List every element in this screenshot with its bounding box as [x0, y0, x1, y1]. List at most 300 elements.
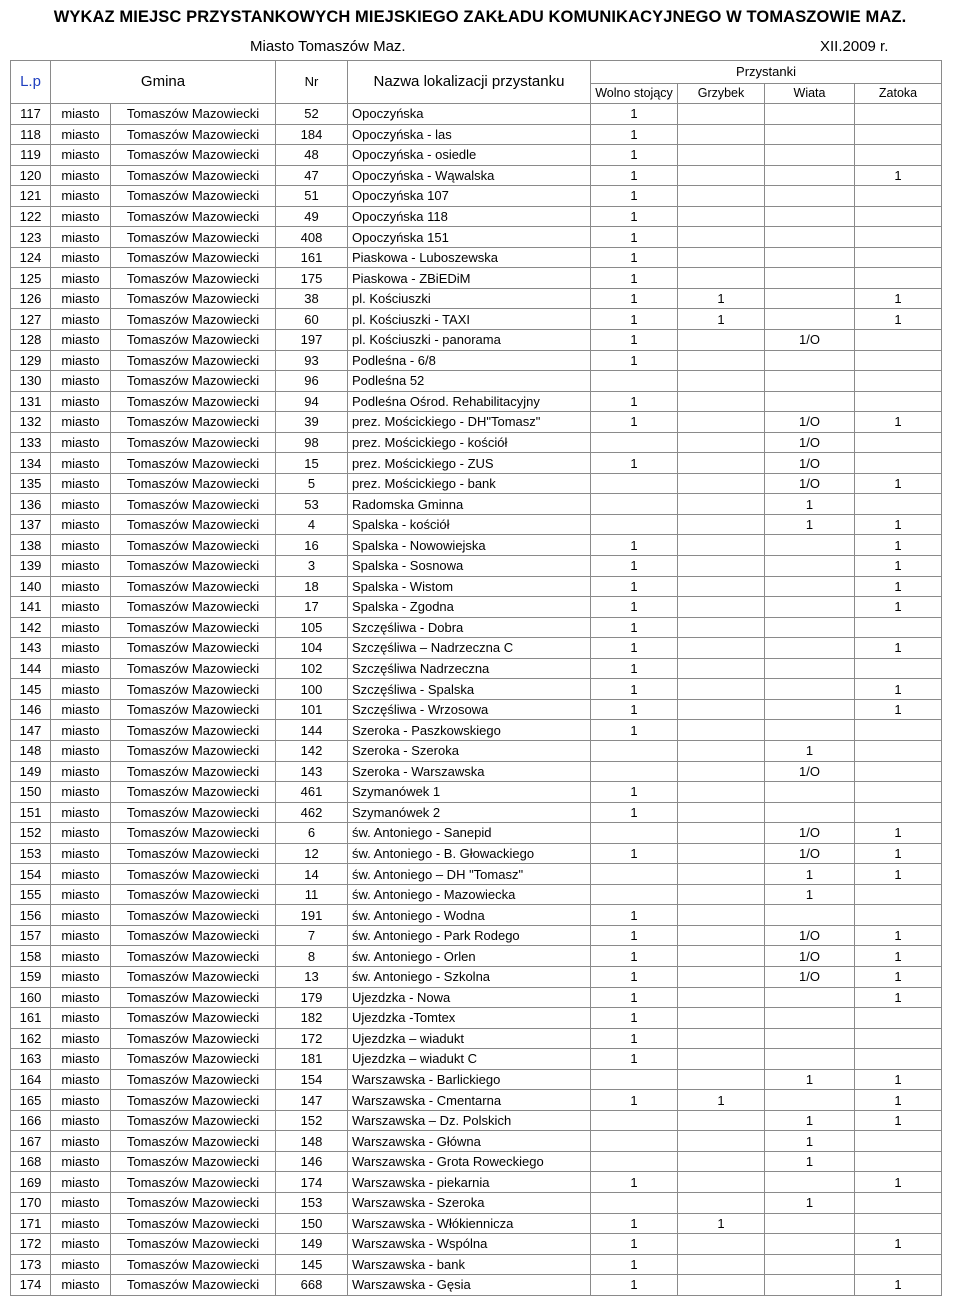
table-row	[11, 1069, 942, 1090]
cell-stop-name: św. Antoniego - Mazowiecka	[348, 884, 591, 905]
cell-zatoka	[855, 1028, 942, 1049]
table-row	[11, 247, 942, 268]
cell-wiata: 1	[765, 1192, 855, 1213]
cell-zatoka	[855, 330, 942, 351]
cell-grzybek	[678, 1069, 765, 1090]
cell-wolno-stojacy: 1	[591, 556, 678, 577]
cell-wiata	[765, 782, 855, 803]
cell-stop-name: Szczęśliwa - Wrzosowa	[348, 699, 591, 720]
cell-grzybek	[678, 1110, 765, 1131]
cell-municipality: Tomaszów Mazowiecki	[111, 761, 276, 782]
cell-municipality: Tomaszów Mazowiecki	[111, 350, 276, 371]
cell-lp: 152	[11, 823, 51, 844]
cell-wiata	[765, 1028, 855, 1049]
cell-wolno-stojacy: 1	[591, 412, 678, 433]
table-row	[11, 288, 942, 309]
cell-zatoka: 1	[855, 412, 942, 433]
cell-wiata	[765, 535, 855, 556]
cell-nr: 96	[276, 371, 348, 392]
cell-nr: 13	[276, 966, 348, 987]
cell-gmina: miasto	[51, 1172, 111, 1193]
cell-nr: 145	[276, 1254, 348, 1275]
cell-wolno-stojacy	[591, 371, 678, 392]
cell-gmina: miasto	[51, 679, 111, 700]
cell-gmina: miasto	[51, 186, 111, 207]
cell-grzybek	[678, 823, 765, 844]
table-row	[11, 391, 942, 412]
cell-nr: 52	[276, 104, 348, 125]
cell-wolno-stojacy: 1	[591, 597, 678, 618]
cell-stop-name: Spalska - Nowowiejska	[348, 535, 591, 556]
cell-wolno-stojacy	[591, 1192, 678, 1213]
cell-wolno-stojacy: 1	[591, 843, 678, 864]
cell-nr: 100	[276, 679, 348, 700]
cell-gmina: miasto	[51, 617, 111, 638]
cell-zatoka	[855, 391, 942, 412]
table-row	[11, 227, 942, 248]
cell-grzybek	[678, 1192, 765, 1213]
table-row	[11, 514, 942, 535]
cell-gmina: miasto	[51, 1254, 111, 1275]
cell-grzybek	[678, 412, 765, 433]
cell-grzybek	[678, 535, 765, 556]
cell-wolno-stojacy: 1	[591, 350, 678, 371]
cell-wolno-stojacy: 1	[591, 1090, 678, 1111]
cell-zatoka	[855, 432, 942, 453]
cell-gmina: miasto	[51, 946, 111, 967]
cell-wolno-stojacy: 1	[591, 679, 678, 700]
table-row	[11, 1008, 942, 1029]
cell-stop-name: Warszawska - Cmentarna	[348, 1090, 591, 1111]
cell-stop-name: Opoczyńska	[348, 104, 591, 125]
cell-grzybek	[678, 206, 765, 227]
cell-municipality: Tomaszów Mazowiecki	[111, 740, 276, 761]
cell-gmina: miasto	[51, 699, 111, 720]
cell-municipality: Tomaszów Mazowiecki	[111, 987, 276, 1008]
cell-wiata	[765, 720, 855, 741]
cell-nr: 150	[276, 1213, 348, 1234]
cell-nr: 101	[276, 699, 348, 720]
cell-stop-name: Podleśna Ośrod. Rehabilitacyjny	[348, 391, 591, 412]
cell-grzybek	[678, 453, 765, 474]
table-row	[11, 946, 942, 967]
table-row	[11, 761, 942, 782]
cell-grzybek	[678, 740, 765, 761]
cell-municipality: Tomaszów Mazowiecki	[111, 1090, 276, 1111]
cell-municipality: Tomaszów Mazowiecki	[111, 638, 276, 659]
cell-zatoka: 1	[855, 1172, 942, 1193]
cell-wolno-stojacy: 1	[591, 946, 678, 967]
cell-zatoka	[855, 740, 942, 761]
cell-zatoka	[855, 720, 942, 741]
cell-gmina: miasto	[51, 1090, 111, 1111]
cell-grzybek	[678, 268, 765, 289]
cell-grzybek	[678, 1254, 765, 1275]
cell-wiata: 1/O	[765, 473, 855, 494]
cell-wiata	[765, 802, 855, 823]
cell-wolno-stojacy: 1	[591, 966, 678, 987]
table-row	[11, 966, 942, 987]
cell-lp: 149	[11, 761, 51, 782]
cell-wolno-stojacy: 1	[591, 1008, 678, 1029]
cell-grzybek: 1	[678, 1090, 765, 1111]
cell-nr: 182	[276, 1008, 348, 1029]
cell-wolno-stojacy: 1	[591, 186, 678, 207]
cell-gmina: miasto	[51, 987, 111, 1008]
cell-lp: 121	[11, 186, 51, 207]
cell-wiata: 1	[765, 864, 855, 885]
col-przystanki: Przystanki	[591, 61, 942, 84]
cell-nr: 53	[276, 494, 348, 515]
cell-municipality: Tomaszów Mazowiecki	[111, 206, 276, 227]
cell-wiata	[765, 658, 855, 679]
cell-wolno-stojacy: 1	[591, 247, 678, 268]
cell-wiata: 1/O	[765, 330, 855, 351]
cell-stop-name: Ujezdzka - Nowa	[348, 987, 591, 1008]
table-row	[11, 145, 942, 166]
cell-gmina: miasto	[51, 1234, 111, 1255]
cell-lp: 150	[11, 782, 51, 803]
cell-grzybek	[678, 905, 765, 926]
cell-wiata: 1	[765, 1069, 855, 1090]
cell-nr: 102	[276, 658, 348, 679]
cell-wiata: 1/O	[765, 412, 855, 433]
cell-grzybek: 1	[678, 288, 765, 309]
cell-stop-name: św. Antoniego - B. Głowackiego	[348, 843, 591, 864]
table-row	[11, 1028, 942, 1049]
cell-zatoka	[855, 268, 942, 289]
cell-stop-name: Podleśna 52	[348, 371, 591, 392]
city-subtitle: Miasto Tomaszów Maz.	[250, 38, 406, 55]
cell-wolno-stojacy: 1	[591, 1049, 678, 1070]
col-nazwa: Nazwa lokalizacji przystanku	[348, 61, 591, 104]
cell-nr: 51	[276, 186, 348, 207]
cell-lp: 132	[11, 412, 51, 433]
table-row	[11, 330, 942, 351]
cell-lp: 133	[11, 432, 51, 453]
table-row	[11, 412, 942, 433]
cell-wiata	[765, 699, 855, 720]
cell-stop-name: Szczęśliwa - Spalska	[348, 679, 591, 700]
cell-wiata	[765, 247, 855, 268]
cell-stop-name: Szczęśliwa – Nadrzeczna C	[348, 638, 591, 659]
cell-grzybek	[678, 432, 765, 453]
table-row	[11, 843, 942, 864]
table-row	[11, 432, 942, 453]
cell-zatoka	[855, 884, 942, 905]
table-row	[11, 823, 942, 844]
cell-municipality: Tomaszów Mazowiecki	[111, 473, 276, 494]
cell-gmina: miasto	[51, 1110, 111, 1131]
cell-gmina: miasto	[51, 104, 111, 125]
cell-gmina: miasto	[51, 391, 111, 412]
table-row	[11, 925, 942, 946]
table-row	[11, 638, 942, 659]
cell-nr: 8	[276, 946, 348, 967]
cell-nr: 93	[276, 350, 348, 371]
cell-grzybek	[678, 925, 765, 946]
cell-stop-name: Opoczyńska 118	[348, 206, 591, 227]
col-wolno-stojacy: Wolno stojący	[591, 84, 678, 104]
cell-wolno-stojacy	[591, 864, 678, 885]
cell-gmina: miasto	[51, 925, 111, 946]
cell-wiata	[765, 371, 855, 392]
cell-gmina: miasto	[51, 124, 111, 145]
cell-wiata	[765, 268, 855, 289]
cell-municipality: Tomaszów Mazowiecki	[111, 802, 276, 823]
cell-wiata: 1/O	[765, 925, 855, 946]
cell-wiata	[765, 391, 855, 412]
cell-lp: 134	[11, 453, 51, 474]
cell-municipality: Tomaszów Mazowiecki	[111, 1110, 276, 1131]
cell-zatoka: 1	[855, 864, 942, 885]
cell-wiata	[765, 597, 855, 618]
cell-wolno-stojacy: 1	[591, 925, 678, 946]
cell-grzybek	[678, 946, 765, 967]
cell-zatoka	[855, 145, 942, 166]
cell-stop-name: prez. Mościckiego - DH"Tomasz"	[348, 412, 591, 433]
table-row	[11, 864, 942, 885]
cell-nr: 17	[276, 597, 348, 618]
cell-wolno-stojacy: 1	[591, 391, 678, 412]
cell-wolno-stojacy: 1	[591, 330, 678, 351]
cell-lp: 153	[11, 843, 51, 864]
cell-nr: 94	[276, 391, 348, 412]
cell-zatoka: 1	[855, 1090, 942, 1111]
cell-nr: 6	[276, 823, 348, 844]
cell-municipality: Tomaszów Mazowiecki	[111, 514, 276, 535]
cell-nr: 5	[276, 473, 348, 494]
cell-municipality: Tomaszów Mazowiecki	[111, 535, 276, 556]
cell-wolno-stojacy: 1	[591, 987, 678, 1008]
cell-zatoka: 1	[855, 309, 942, 330]
cell-grzybek: 1	[678, 1213, 765, 1234]
cell-lp: 169	[11, 1172, 51, 1193]
cell-zatoka	[855, 350, 942, 371]
cell-wolno-stojacy	[591, 514, 678, 535]
cell-wolno-stojacy: 1	[591, 1172, 678, 1193]
cell-gmina: miasto	[51, 761, 111, 782]
cell-lp: 139	[11, 556, 51, 577]
cell-zatoka	[855, 247, 942, 268]
cell-nr: 16	[276, 535, 348, 556]
cell-wolno-stojacy: 1	[591, 720, 678, 741]
cell-stop-name: Szeroka - Paszkowskiego	[348, 720, 591, 741]
table-row	[11, 494, 942, 515]
cell-municipality: Tomaszów Mazowiecki	[111, 556, 276, 577]
cell-zatoka: 1	[855, 1110, 942, 1131]
cell-grzybek	[678, 514, 765, 535]
table-row	[11, 206, 942, 227]
cell-wiata: 1	[765, 1110, 855, 1131]
cell-wiata	[765, 104, 855, 125]
cell-grzybek	[678, 802, 765, 823]
cell-stop-name: pl. Kościuszki	[348, 288, 591, 309]
cell-grzybek	[678, 391, 765, 412]
table-row	[11, 535, 942, 556]
cell-lp: 128	[11, 330, 51, 351]
cell-wiata	[765, 556, 855, 577]
cell-wiata	[765, 288, 855, 309]
cell-zatoka: 1	[855, 843, 942, 864]
table-row	[11, 309, 942, 330]
cell-zatoka	[855, 1131, 942, 1152]
cell-wiata	[765, 576, 855, 597]
cell-zatoka: 1	[855, 1275, 942, 1296]
cell-wolno-stojacy: 1	[591, 104, 678, 125]
cell-nr: 184	[276, 124, 348, 145]
cell-municipality: Tomaszów Mazowiecki	[111, 1049, 276, 1070]
cell-nr: 47	[276, 165, 348, 186]
cell-lp: 168	[11, 1151, 51, 1172]
cell-municipality: Tomaszów Mazowiecki	[111, 1172, 276, 1193]
cell-nr: 175	[276, 268, 348, 289]
cell-municipality: Tomaszów Mazowiecki	[111, 823, 276, 844]
cell-grzybek	[678, 1234, 765, 1255]
cell-lp: 143	[11, 638, 51, 659]
cell-wiata	[765, 679, 855, 700]
cell-lp: 170	[11, 1192, 51, 1213]
cell-stop-name: św. Antoniego - Sanepid	[348, 823, 591, 844]
cell-wolno-stojacy	[591, 823, 678, 844]
cell-gmina: miasto	[51, 206, 111, 227]
cell-gmina: miasto	[51, 412, 111, 433]
cell-wolno-stojacy: 1	[591, 782, 678, 803]
table-row	[11, 740, 942, 761]
cell-wolno-stojacy	[591, 473, 678, 494]
cell-grzybek	[678, 782, 765, 803]
cell-lp: 151	[11, 802, 51, 823]
cell-zatoka: 1	[855, 597, 942, 618]
cell-wolno-stojacy: 1	[591, 453, 678, 474]
table-row	[11, 556, 942, 577]
cell-lp: 154	[11, 864, 51, 885]
cell-zatoka: 1	[855, 1069, 942, 1090]
cell-gmina: miasto	[51, 165, 111, 186]
cell-zatoka: 1	[855, 514, 942, 535]
table-row	[11, 1131, 942, 1152]
cell-lp: 135	[11, 473, 51, 494]
cell-stop-name: św. Antoniego - Park Rodego	[348, 925, 591, 946]
table-row	[11, 1275, 942, 1296]
cell-municipality: Tomaszów Mazowiecki	[111, 1234, 276, 1255]
cell-stop-name: Spalska - Zgodna	[348, 597, 591, 618]
cell-gmina: miasto	[51, 473, 111, 494]
table-row	[11, 1192, 942, 1213]
cell-stop-name: Spalska - Sosnowa	[348, 556, 591, 577]
cell-lp: 171	[11, 1213, 51, 1234]
cell-gmina: miasto	[51, 432, 111, 453]
cell-grzybek	[678, 638, 765, 659]
cell-wolno-stojacy	[591, 494, 678, 515]
cell-municipality: Tomaszów Mazowiecki	[111, 1131, 276, 1152]
cell-gmina: miasto	[51, 1151, 111, 1172]
table-row	[11, 987, 942, 1008]
cell-municipality: Tomaszów Mazowiecki	[111, 658, 276, 679]
cell-zatoka: 1	[855, 535, 942, 556]
cell-nr: 39	[276, 412, 348, 433]
cell-nr: 60	[276, 309, 348, 330]
cell-grzybek	[678, 145, 765, 166]
cell-zatoka	[855, 104, 942, 125]
cell-wolno-stojacy: 1	[591, 288, 678, 309]
cell-wiata	[765, 145, 855, 166]
cell-nr: 408	[276, 227, 348, 248]
cell-lp: 136	[11, 494, 51, 515]
cell-wolno-stojacy: 1	[591, 1028, 678, 1049]
header-row	[11, 61, 942, 84]
cell-nr: 161	[276, 247, 348, 268]
cell-zatoka	[855, 453, 942, 474]
cell-wiata	[765, 227, 855, 248]
cell-grzybek	[678, 473, 765, 494]
cell-gmina: miasto	[51, 350, 111, 371]
cell-gmina: miasto	[51, 905, 111, 926]
cell-lp: 159	[11, 966, 51, 987]
cell-gmina: miasto	[51, 1049, 111, 1070]
cell-zatoka	[855, 1049, 942, 1070]
cell-municipality: Tomaszów Mazowiecki	[111, 1254, 276, 1275]
cell-stop-name: Opoczyńska - osiedle	[348, 145, 591, 166]
cell-stop-name: Opoczyńska - las	[348, 124, 591, 145]
cell-wolno-stojacy: 1	[591, 145, 678, 166]
cell-municipality: Tomaszów Mazowiecki	[111, 494, 276, 515]
cell-wolno-stojacy	[591, 884, 678, 905]
cell-zatoka: 1	[855, 699, 942, 720]
cell-nr: 154	[276, 1069, 348, 1090]
cell-gmina: miasto	[51, 884, 111, 905]
cell-grzybek	[678, 1172, 765, 1193]
col-gmina: Gmina	[51, 61, 276, 104]
cell-stop-name: prez. Mościckiego - kościół	[348, 432, 591, 453]
cell-gmina: miasto	[51, 597, 111, 618]
table-row	[11, 350, 942, 371]
table-row	[11, 720, 942, 741]
col-zatoka: Zatoka	[855, 84, 942, 104]
cell-stop-name: Szymanówek 1	[348, 782, 591, 803]
cell-zatoka	[855, 124, 942, 145]
cell-nr: 191	[276, 905, 348, 926]
cell-zatoka	[855, 617, 942, 638]
cell-wolno-stojacy: 1	[591, 658, 678, 679]
cell-municipality: Tomaszów Mazowiecki	[111, 925, 276, 946]
cell-stop-name: św. Antoniego - Wodna	[348, 905, 591, 926]
cell-grzybek	[678, 330, 765, 351]
cell-wiata	[765, 1254, 855, 1275]
cell-zatoka	[855, 658, 942, 679]
cell-lp: 129	[11, 350, 51, 371]
cell-stop-name: Spalska - Wistom	[348, 576, 591, 597]
cell-stop-name: Warszawska - Grota Roweckiego	[348, 1151, 591, 1172]
cell-wolno-stojacy	[591, 432, 678, 453]
table-row	[11, 782, 942, 803]
cell-stop-name: Warszawska – Dz. Polskich	[348, 1110, 591, 1131]
table-row	[11, 1254, 942, 1275]
cell-wolno-stojacy: 1	[591, 905, 678, 926]
cell-stop-name: Szczęśliwa Nadrzeczna	[348, 658, 591, 679]
cell-lp: 144	[11, 658, 51, 679]
cell-gmina: miasto	[51, 288, 111, 309]
cell-zatoka	[855, 186, 942, 207]
cell-wolno-stojacy	[591, 1110, 678, 1131]
cell-lp: 145	[11, 679, 51, 700]
cell-zatoka: 1	[855, 987, 942, 1008]
cell-wiata: 1	[765, 1131, 855, 1152]
cell-nr: 11	[276, 884, 348, 905]
cell-nr: 197	[276, 330, 348, 351]
cell-wiata	[765, 1049, 855, 1070]
cell-grzybek	[678, 761, 765, 782]
